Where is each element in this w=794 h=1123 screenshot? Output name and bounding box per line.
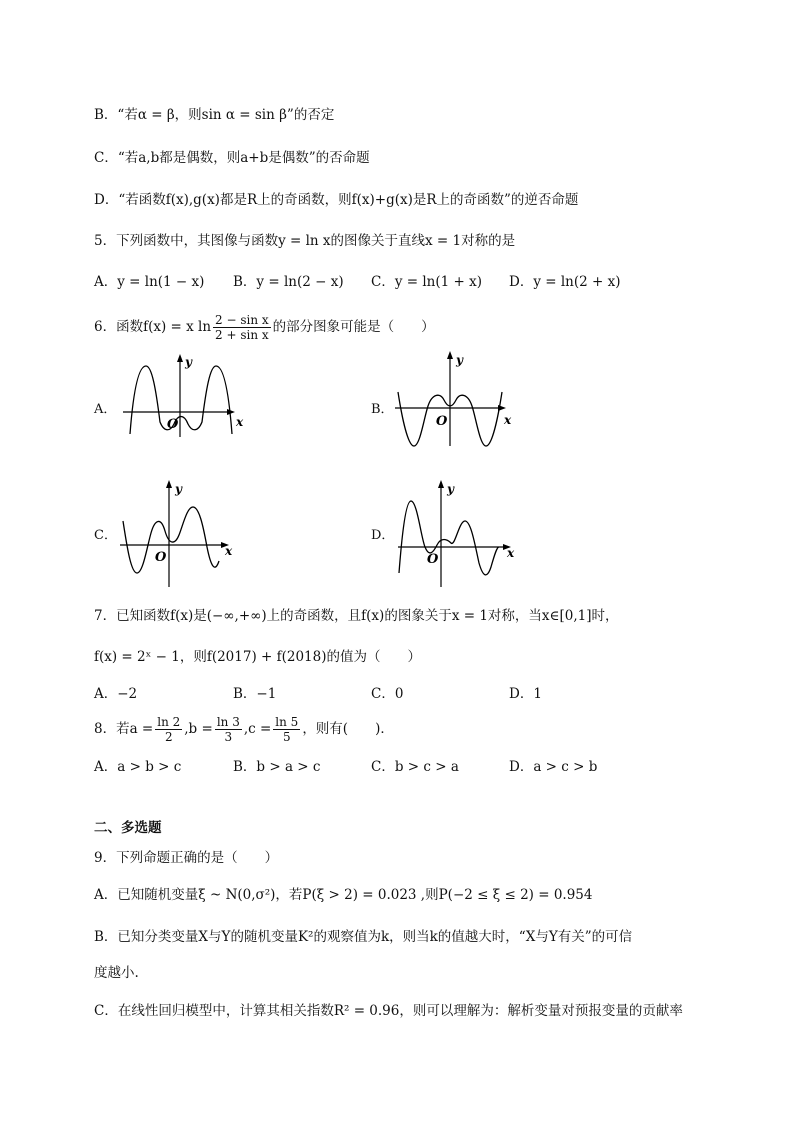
graph-a-label: A．: [94, 402, 117, 417]
q8-frac-a-den: 2: [164, 730, 173, 744]
q6-stem-suffix: 的部分图象可能是（ ）: [272, 319, 435, 335]
q9-option-c: C．在线性回归模型中，计算其相关指数R² = 0.96，则可以理解为：解析变量对预报变量的贡献率: [94, 1003, 683, 1019]
q6-frac-den: 2 + sin x: [215, 328, 269, 342]
q7-line2: f(x) = 2ˣ − 1，则f(2017) + f(2018)的值为（ ）: [94, 649, 421, 665]
graph-d-origin: O: [427, 552, 439, 567]
q9-option-b-line1: B．已知分类变量X与Y的随机变量K²的观察值为k，则当k的值越大时，“X与Y有关”的可信: [94, 929, 633, 945]
graph-a-y-label: y: [185, 355, 192, 369]
q8-frac-a-num: ln 2: [157, 715, 181, 729]
graph-b-origin: O: [436, 414, 448, 429]
q8-option-c: C．b > c > a: [371, 759, 459, 775]
q8-mid1: ,b =: [184, 721, 213, 737]
graph-d-label: D．: [371, 528, 395, 543]
q8-suffix: ，则有( )．: [302, 721, 394, 737]
q7-line1: 7．已知函数f(x)是(−∞,+∞)上的奇函数，且f(x)的图象关于x = 1对称，当x∈[0,1]时，: [94, 608, 619, 624]
q5-stem: 5．下列函数中，其图像与函数y = ln x的图像关于直线x = 1对称的是: [94, 233, 516, 249]
q7-option-a: A．−2: [94, 686, 138, 702]
q9-stem: 9．下列命题正确的是（ ）: [94, 850, 279, 866]
q8-mid2: ,c =: [243, 721, 272, 737]
q6-frac-num: 2 − sin x: [215, 313, 269, 327]
q7-option-d: D．1: [509, 686, 542, 702]
graph-b-x-label: x: [504, 413, 512, 427]
q5-option-c: C．y = ln(1 + x): [371, 274, 482, 290]
graph-a-origin: O: [167, 417, 179, 432]
graph-c-x-label: x: [225, 544, 233, 558]
graph-a-x-label: x: [236, 415, 244, 429]
graph-b-y-label: y: [456, 353, 463, 367]
graph-b-label: B．: [371, 402, 394, 417]
q5-option-b: B．y = ln(2 − x): [233, 274, 344, 290]
q8-option-d: D．a > c > b: [509, 759, 598, 775]
q4-option-c: C．“若a,b都是偶数，则a+b是偶数”的否命题: [94, 150, 370, 166]
q7-option-b: B．−1: [233, 686, 277, 702]
q8-frac-c-num: ln 5: [275, 715, 299, 729]
q8-frac-b: [215, 715, 242, 744]
graph-c-label: C．: [94, 528, 117, 543]
q6-stem-prefix: 6．函数f(x) = x ln: [94, 319, 212, 335]
graph-a: [118, 352, 248, 440]
q4-option-d: D．“若函数f(x),g(x)都是R上的奇函数，则f(x)+g(x)是R上的奇函数”的逆否命题: [94, 192, 579, 208]
q5-option-a: A．y = ln(1 − x): [94, 274, 205, 290]
q8-option-b: B．b > a > c: [233, 759, 321, 775]
graph-b: [390, 348, 520, 448]
q6-fraction: [213, 313, 271, 342]
q8-frac-b-num: ln 3: [216, 715, 240, 729]
graph-d: [393, 477, 523, 589]
q8-prefix: 8．若a =: [94, 721, 154, 737]
section-multi-choice-heading: 二、多选题: [94, 820, 162, 836]
q8-stem: [94, 712, 394, 746]
q7-option-c: C．0: [371, 686, 404, 702]
q8-option-a: A．a > b > c: [94, 759, 182, 775]
graph-c: [115, 477, 245, 589]
q4-option-b: B．“若α = β，则sin α = sin β”的否定: [94, 107, 335, 123]
q5-option-d: D．y = ln(2 + x): [509, 274, 621, 290]
q9-option-a: A．已知随机变量ξ ~ N(0,σ²)，若P(ξ > 2) = 0.023 ,则P(−2 ≤ ξ ≤ 2) = 0.954: [94, 887, 593, 903]
q8-frac-b-den: 3: [224, 730, 233, 744]
q9-option-b-line2: 度越小.: [94, 965, 139, 981]
graph-d-y-label: y: [447, 482, 454, 496]
q6-stem: [94, 312, 435, 342]
graph-c-y-label: y: [175, 482, 182, 496]
graph-c-origin: O: [155, 550, 167, 565]
q8-frac-a: [155, 715, 182, 744]
q8-frac-c: [273, 715, 300, 744]
q8-frac-c-den: 5: [282, 730, 291, 744]
graph-d-x-label: x: [507, 546, 515, 560]
